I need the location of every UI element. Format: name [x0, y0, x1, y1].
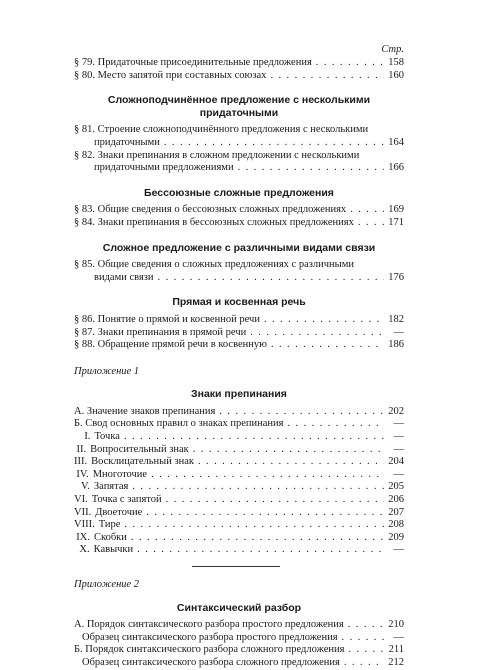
dot-leader	[348, 644, 384, 657]
toc-entry	[74, 619, 404, 632]
dot-leader	[342, 632, 384, 645]
toc-entry-text: § 86. Понятие о прямой и косвенной речи	[74, 313, 260, 325]
toc-entry-page: —	[393, 631, 404, 643]
toc-entry-text: Скобки	[94, 531, 127, 543]
roman-numeral: I.	[84, 431, 91, 443]
toc-entry-text: Образец синтаксического разбора простого предложения	[82, 631, 338, 643]
section-heading: Знаки препинания	[191, 388, 287, 401]
toc-entry-page: 160	[388, 69, 404, 81]
toc-entry-page: 212	[388, 656, 404, 668]
roman-numeral: VII.	[74, 506, 92, 518]
toc-entry-text: § 80. Место запятой при составных союзах	[74, 69, 267, 81]
toc-numbered-entry	[74, 469, 404, 482]
toc-entry-text: § 84. Знаки препинания в бессоюзных сложных предложениях	[74, 216, 354, 228]
toc-entry-page: 171	[388, 216, 404, 228]
section-heading: Сложноподчинённое предложение с несколькими придаточными	[107, 94, 371, 119]
toc-entry	[74, 339, 404, 352]
toc-entry-page: 206	[388, 494, 404, 506]
toc-entry-text: А. Порядок синтаксического разбора простого предложения	[74, 619, 344, 631]
toc-entry-text: Образец синтаксического разбора сложного предложения	[82, 656, 340, 668]
dot-leader	[124, 431, 384, 444]
dot-leader	[166, 494, 384, 507]
dot-leader	[146, 507, 384, 520]
section-heading: Синтаксический разбор	[176, 601, 302, 614]
toc-entry-page: —	[393, 326, 404, 338]
toc-entry-page: 182	[388, 313, 404, 325]
dot-leader	[250, 327, 384, 340]
toc-entry	[74, 406, 404, 419]
toc-entry-page: 186	[388, 339, 404, 351]
toc-entry	[74, 217, 404, 230]
section-heading: Прямая и косвенная речь	[172, 296, 306, 309]
dot-leader	[264, 314, 384, 327]
roman-numeral: VI.	[74, 494, 88, 506]
toc-entry-text: § 79. Придаточные присоединительные предложения	[74, 57, 312, 68]
dot-leader	[137, 544, 384, 557]
dot-leader	[164, 137, 384, 150]
toc-entry	[74, 327, 404, 340]
toc-entry-page: 205	[388, 481, 404, 493]
toc-numbered-entry	[74, 544, 404, 557]
toc-entry-page: —	[393, 544, 404, 556]
toc-numbered-entry	[74, 507, 404, 520]
roman-numeral: X.	[79, 544, 90, 556]
toc-entry-text: Тире	[98, 519, 121, 531]
toc-numbered-entry	[74, 481, 404, 494]
dot-leader	[193, 444, 384, 457]
roman-numeral: V.	[81, 481, 90, 493]
dot-leader	[358, 217, 384, 230]
dot-leader	[316, 57, 384, 70]
toc-entry-text-line1: § 81. Строение сложноподчинённого предложения с несколькими	[74, 124, 369, 136]
toc-entry-text: § 88. Обращение прямой речи в косвенную	[74, 339, 267, 351]
toc-entry-text-line1: § 85. Общие сведения о сложных предложениях с различными	[74, 259, 354, 271]
toc-numbered-entry	[74, 494, 404, 507]
toc-entry	[74, 124, 404, 149]
toc-entry-text: Б. Порядок синтаксического разбора сложного предложения	[74, 644, 345, 656]
dot-leader	[131, 532, 384, 545]
toc-entry-text: Запятая	[93, 481, 129, 493]
dot-leader	[219, 406, 384, 419]
dot-leader	[288, 418, 385, 431]
dot-leader	[348, 619, 384, 632]
roman-numeral: IX.	[76, 531, 90, 543]
toc-entry	[74, 314, 404, 327]
section-heading: Сложное предложение с различными видами связи	[102, 241, 376, 254]
page-column-header: Стр.	[381, 44, 404, 55]
toc-numbered-entry	[74, 456, 404, 469]
roman-numeral: III.	[74, 456, 88, 468]
toc-entry-text: Б. Свод основных правил о знаках препинания	[74, 418, 284, 430]
dot-leader	[344, 657, 384, 670]
toc-entry-text: Точка	[94, 431, 120, 443]
toc-entry	[74, 70, 404, 83]
roman-numeral: IV.	[76, 468, 89, 480]
toc-entry	[74, 259, 404, 284]
toc-entry-page: —	[393, 468, 404, 480]
toc-entry-text: § 87. Знаки препинания в прямой речи	[74, 326, 247, 338]
toc-entry	[74, 644, 404, 657]
dot-leader	[132, 481, 384, 494]
toc-numbered-entry	[74, 519, 404, 532]
toc-entry	[74, 150, 404, 175]
dot-leader	[270, 70, 384, 83]
toc-entry-page: 169	[388, 204, 404, 216]
toc-entry-page: 158	[388, 57, 404, 68]
roman-numeral: VIII.	[74, 519, 95, 531]
toc-entry	[74, 657, 404, 670]
appendix-label: Приложение 1	[74, 365, 140, 377]
end-rule	[192, 566, 280, 567]
toc-entry-page: 166	[388, 162, 404, 174]
toc-entry-text: видами связи	[94, 271, 154, 283]
toc-entry-text: Многоточие	[92, 468, 148, 480]
toc-entry-page: 207	[388, 506, 404, 518]
toc-entry	[74, 57, 404, 70]
toc-entry-page: 208	[388, 519, 404, 531]
toc-entry-text: Кавычки	[93, 544, 134, 556]
dot-leader	[350, 204, 384, 217]
toc-entry-page: 202	[388, 405, 404, 417]
toc-entry-text: Вопросительный знак	[90, 443, 189, 455]
appendix-label: Приложение 2	[74, 579, 140, 590]
toc-entry-text: придаточными предложениями	[94, 162, 234, 174]
toc-entry-page: —	[393, 431, 404, 443]
dot-leader	[158, 272, 384, 285]
toc-numbered-entry	[74, 431, 404, 444]
toc-entry-text: А. Значение знаков препинания	[74, 405, 216, 417]
toc-entry-page: —	[393, 443, 404, 455]
toc-entry-text: придаточными	[94, 136, 160, 148]
toc-entry-page: 204	[388, 456, 404, 468]
toc-entry-text: Восклицательный знак	[91, 456, 194, 468]
toc-entry-text: § 83. Общие сведения о бессоюзных сложных предложениях	[74, 204, 347, 216]
toc-entry-text: Точка с запятой	[91, 494, 162, 506]
dot-leader	[198, 456, 384, 469]
toc-entry-page: 211	[388, 644, 404, 656]
toc-entry-text: Двоеточие	[95, 506, 143, 518]
toc-entry-page: 209	[388, 531, 404, 543]
toc-entry-text-line1: § 82. Знаки препинания в сложном предложении с несколькими	[74, 149, 360, 161]
toc-numbered-entry	[74, 532, 404, 545]
dot-leader	[238, 162, 384, 175]
toc-entry	[74, 632, 404, 645]
dot-leader	[271, 339, 384, 352]
roman-numeral: II.	[76, 443, 87, 455]
section-heading: Бессоюзные сложные предложения	[144, 186, 334, 199]
toc-entry	[74, 418, 404, 431]
toc-entry-page: 176	[388, 271, 404, 283]
dot-leader	[124, 519, 384, 532]
toc-entry-page: 210	[388, 619, 404, 631]
toc-numbered-entry	[74, 444, 404, 457]
toc-content	[74, 44, 404, 670]
toc-entry-page: 164	[388, 136, 404, 148]
toc-entry-page: —	[393, 418, 404, 430]
dot-leader	[151, 469, 384, 482]
toc-entry	[74, 204, 404, 217]
